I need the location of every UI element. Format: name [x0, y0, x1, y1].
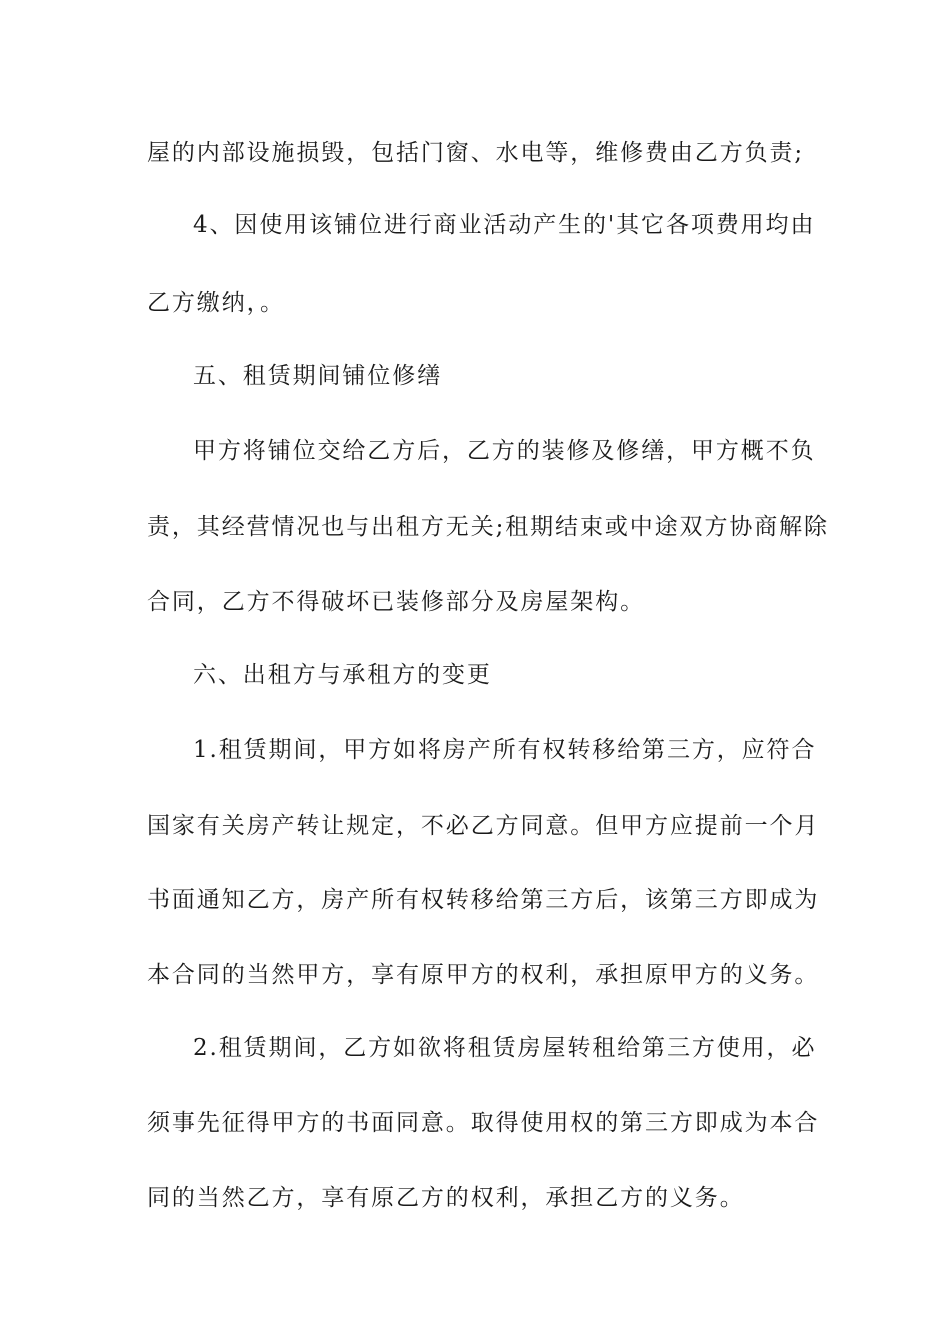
text-line-13: 2.租赁期间，乙方如欲将租赁房屋转租给第三方使用，必: [193, 1035, 817, 1061]
text-line-7: 合同，乙方不得破坏已装修部分及房屋架构。: [147, 589, 645, 615]
text-line-2: 4、因使用该铺位进行商业活动产生的'其它各项费用均由: [193, 212, 816, 238]
text-line-11: 书面通知乙方，房产所有权转移给第三方后，该第三方即成为: [147, 887, 820, 913]
text-line-5: 甲方将铺位交给乙方后，乙方的装修及修缮，甲方概不负: [193, 438, 816, 464]
section-heading-6: 六、出租方与承租方的变更: [193, 662, 492, 688]
text-line-15: 同的当然乙方，享有原乙方的权利，承担乙方的义务。: [147, 1185, 745, 1211]
text-line-6: 责，其经营情况也与出租方无关;租期结束或中途双方协商解除: [147, 514, 829, 540]
text-line-1: 屋的内部设施损毁，包括门窗、水电等，维修费由乙方负责;: [147, 140, 805, 166]
text-line-14: 须事先征得甲方的书面同意。取得使用权的第三方即成为本合: [147, 1110, 820, 1136]
text-line-3: 乙方缴纳，。: [147, 290, 285, 316]
section-heading-5: 五、租赁期间铺位修缮: [193, 363, 442, 389]
text-line-12: 本合同的当然甲方，享有原甲方的权利，承担原甲方的义务。: [147, 962, 820, 988]
text-line-9: 1.租赁期间，甲方如将房产所有权转移给第三方，应符合: [193, 737, 817, 763]
text-line-10: 国家有关房产转让规定，不必乙方同意。但甲方应提前一个月: [147, 813, 820, 839]
